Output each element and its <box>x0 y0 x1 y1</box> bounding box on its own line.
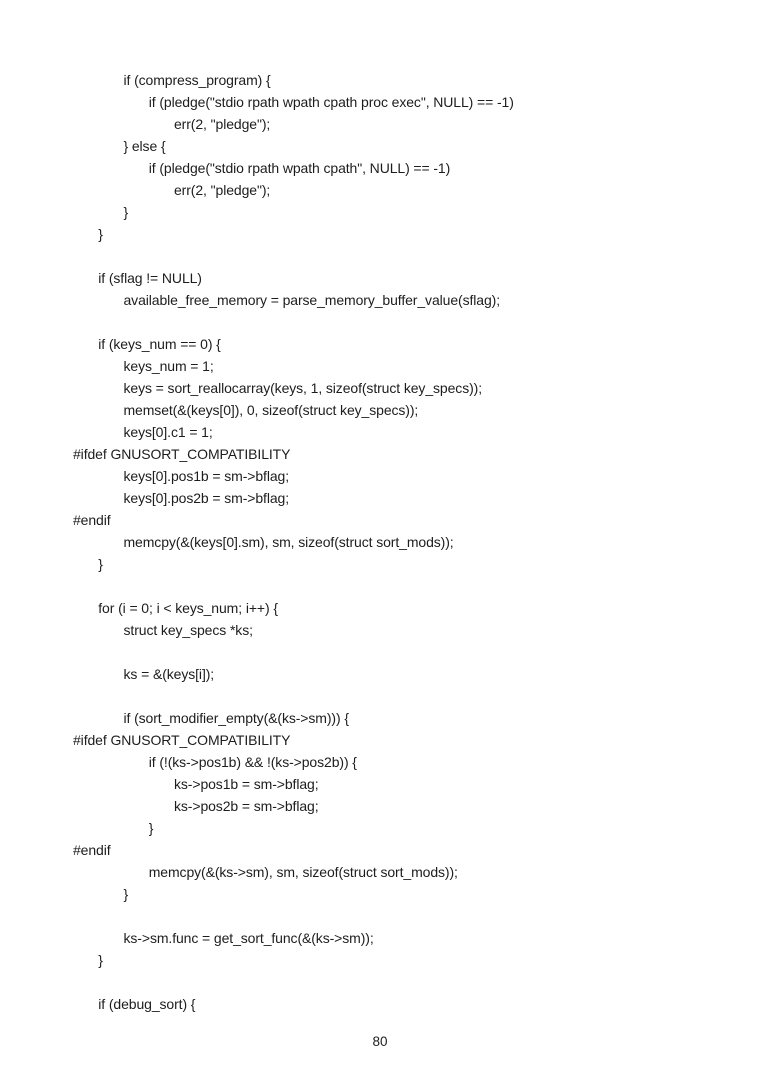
code-line: if (sort_modifier_empty(&(ks->sm))) { <box>123 710 349 726</box>
code-line: for (i = 0; i < keys_num; i++) { <box>98 600 278 616</box>
code-line: #ifdef GNUSORT_COMPATIBILITY <box>73 732 291 748</box>
code-line: } <box>98 556 103 572</box>
code-line: keys_num = 1; <box>123 358 214 374</box>
code-line: #endif <box>73 842 111 858</box>
code-line: ks->sm.func = get_sort_func(&(ks->sm)); <box>123 930 374 946</box>
code-line: } else { <box>123 138 166 154</box>
code-line: if (sflag != NULL) <box>98 270 202 286</box>
code-line: if (pledge("stdio rpath wpath cpath", NULL) == -1) <box>148 160 451 176</box>
code-line: #ifdef GNUSORT_COMPATIBILITY <box>73 446 291 462</box>
code-line: keys[0].pos1b = sm->bflag; <box>123 468 289 484</box>
code-line: if (pledge("stdio rpath wpath cpath proc exec", NULL) == -1) <box>148 94 514 110</box>
code-line: if (!(ks->pos1b) && !(ks->pos2b)) { <box>148 754 357 770</box>
code-line: memcpy(&(keys[0].sm), sm, sizeof(struct sort_mods)); <box>123 534 454 550</box>
code-line: ks->pos2b = sm->bflag; <box>174 798 319 814</box>
code-line: err(2, "pledge"); <box>174 182 271 198</box>
code-line: struct key_specs *ks; <box>123 622 253 638</box>
code-line: err(2, "pledge"); <box>174 116 271 132</box>
code-line-blank <box>73 575 760 597</box>
code-line: if (keys_num == 0) { <box>98 336 221 352</box>
code-line: if (compress_program) { <box>123 72 271 88</box>
code-line: } <box>98 952 103 968</box>
code-line: if (debug_sort) { <box>98 996 196 1012</box>
code-line: } <box>148 820 154 836</box>
code-line: } <box>98 226 103 242</box>
code-line-blank <box>73 311 760 333</box>
code-line: keys[0].pos2b = sm->bflag; <box>123 490 289 506</box>
code-line-blank <box>73 905 760 927</box>
code-line: ks->pos1b = sm->bflag; <box>174 776 319 792</box>
code-line-blank <box>73 971 760 993</box>
code-line: } <box>123 886 129 902</box>
code-line: ks = &(keys[i]); <box>123 666 215 682</box>
code-line: keys = sort_reallocarray(keys, 1, sizeof(struct key_specs)); <box>123 380 483 396</box>
code-line-blank <box>73 685 760 707</box>
code-line: available_free_memory = parse_memory_buffer_value(sflag); <box>123 292 501 308</box>
code-line: memcpy(&(ks->sm), sm, sizeof(struct sort_mods)); <box>148 864 458 880</box>
code-line-blank <box>73 245 760 267</box>
page-number: 80 <box>372 1034 388 1049</box>
code-line-blank <box>73 641 760 663</box>
code-block <box>73 69 760 1015</box>
code-line: } <box>123 204 129 220</box>
code-line: memset(&(keys[0]), 0, sizeof(struct key_specs)); <box>123 402 419 418</box>
code-line: keys[0].c1 = 1; <box>123 424 213 440</box>
code-line: #endif <box>73 512 111 528</box>
